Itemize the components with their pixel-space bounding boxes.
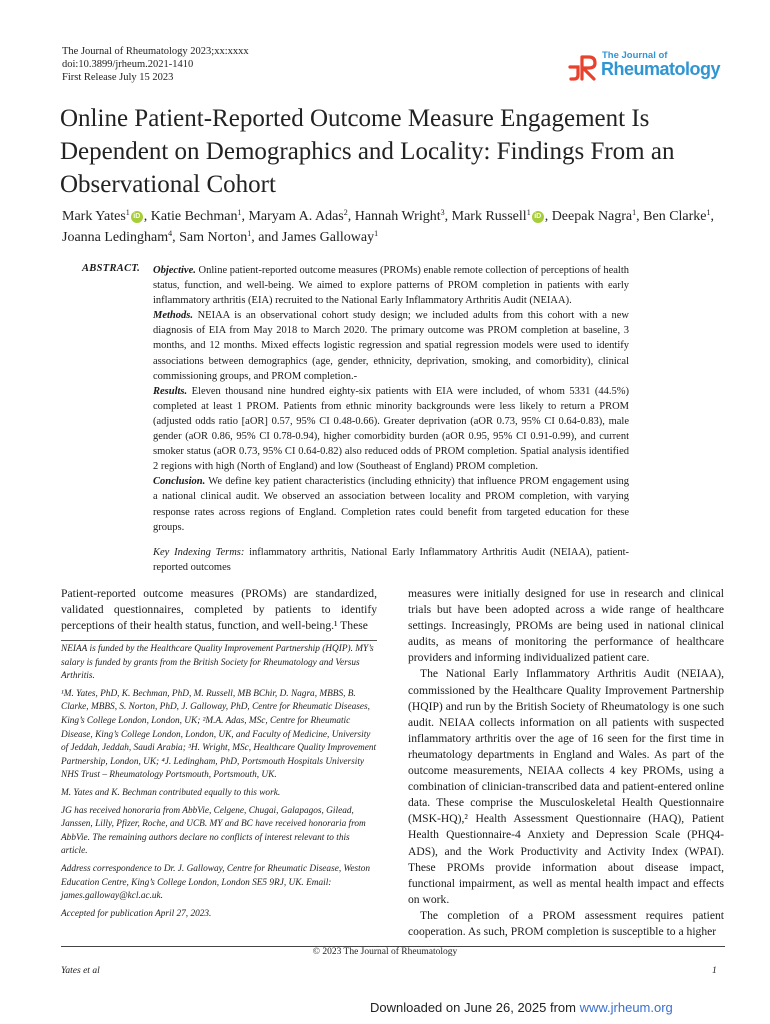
abstract-text: Eleven thousand nine hundred eighty-six patients with EIA were included, of whom 5331 (44.5%) completed at least 1 PROM. Patients from ethnic minority backgrounds were less likely to return a PROM (adjusted odds ratio [aOR] 0.57, 95% CI 0.48-0.66). Greater deprivation (aOR 0.73, 95% CI 0.64-0.83), male gender (aOR 0.86, 95% CI 0.78-0.94), higher comorbidity burden (aOR 0.95, 95% CI 0.91-0.99), and current smoker status (aOR 0.73, 95% CI 0.64-0.82) also reduced odds of PROM completion. Spatial analysis identified 2 regions with high (North of England) and low (Southeast of England) PROM completion.: [153, 385, 629, 473]
logo-big-text: Rheumatology: [601, 59, 721, 79]
page-number: 1: [712, 966, 717, 976]
affiliations-note: ¹M. Yates, PhD, K. Bechman, PhD, M. Russell, MB BChir, D. Nagra, MBBS, B. Clarke, MBBS, S. Norton, PhD, J. Galloway, PhD, Centre for Rheumatic Diseases, King’s College London, London, UK; ²M.A. Adas, MSc, Centre for Rheumatic Disease, King’s College London, London, UK, and Faculty of Medicine, University of Jeddah, Jeddah, Saudi Arabia; ³H. Wright, MSc, Healthcare Quality Improvement Partnership, London, UK; ⁴J. Ledingham, PhD, Portsmouth Hospitals University NHS Trust – Rheumatology Portsmouth, Portsmouth, UK.: [61, 688, 377, 781]
abstract-objective: [153, 263, 629, 308]
download-text: Downloaded on June 26, 2025 from: [370, 1000, 580, 1015]
author-name: Ben Clarke: [643, 209, 707, 224]
body-paragraph: The completion of a PROM assessment requires patient cooperation. As such, PROM completion is susceptible to a higher: [408, 908, 724, 938]
release-date: First Release July 15 2023: [62, 72, 174, 83]
intro-paragraph: Patient-reported outcome measures (PROMs) are standardized, validated questionnaires, completed by patients to identify perceptions of their health status, function, and well-being.¹ These: [61, 587, 377, 633]
abstract-text: NEIAA is an observational cohort study design; we included adults from this cohort with a new diagnosis of EIA from May 2018 to March 2020. The primary outcome was PROM completion at baseline, 3 months, and 12 months. Mixed effects logistic regression and spatial regression models were used to identify associations between demographics (age, gender, ethnicity, deprivation, smoking, and comorbidity), clinical commissioning groups, and PROM completion.-: [153, 310, 629, 382]
journal-citation: [62, 45, 249, 84]
key-indexing-terms: [153, 545, 629, 575]
abstract-heading: Results.: [153, 385, 188, 397]
author-affiliation: 4: [168, 229, 173, 238]
abstract-text: We define key patient characteristics (including ethnicity) that influence PROM engagement using a national clinical audit. We observed an association between locality and PROM completion, with varying response rates across regions of England. Completion rates could benefit from targeted education for these groups.: [153, 476, 629, 533]
author-affiliation: 1: [526, 208, 531, 217]
author-affiliation: 1: [125, 208, 130, 217]
accepted-note: Accepted for publication April 27, 2023.: [61, 908, 212, 919]
author-name: James Galloway: [281, 230, 375, 245]
correspondence-note: Address correspondence to Dr. J. Galloway, Centre for Rheumatic Disease, Weston Education Centre, King’s College London, London SE5 9RJ, UK. Email: james.galloway@kcl.ac.uk.: [61, 863, 370, 902]
orcid-icon[interactable]: iD: [131, 211, 143, 223]
author-affiliation: 2: [343, 208, 348, 217]
abstract-results: [153, 384, 629, 475]
abstract-methods: [153, 308, 629, 383]
author-name: Hannah Wright: [354, 209, 441, 224]
author-name: Deepak Nagra: [551, 209, 633, 224]
journal-line: The Journal of Rheumatology 2023;xx:xxxx: [62, 46, 249, 57]
author-list: Mark Yates$^1$ iD , Katie Bechman$^1$, Maryam A. Adas$^2$, Hannah Wright$^3$, Mark Russell$^1$ iD , Deepak Nagra$^1$, Ben Clarke$^1$, Joanna Ledingham$^4$, Sam Norton$^1$, and James Galloway$^1$: [62, 208, 715, 245]
key-terms-text: inflammatory arthritis, National Early Inflammatory Arthritis Audit (NEIAA), patient-reported outcomes: [153, 547, 629, 573]
download-notice: [370, 1000, 673, 1015]
body-right-column: [408, 586, 724, 940]
conflicts-note: JG has received honoraria from AbbVie, Celgene, Chugai, Galapagos, Gilead, Janssen, Lilly, Pfizer, Roche, and UCB. MY and BC have received honoraria from AbbVie. The remaining authors declare no conflicts of interest relevant to this article.: [61, 805, 366, 857]
funding-note: NEIAA is funded by the Healthcare Quality Improvement Partnership (HQIP). MY’s salary is funded by grants from the British Society for Rheumatology and Versus Arthritis.: [61, 644, 374, 682]
author-affiliation: 1: [237, 208, 242, 217]
author-affiliation: 1: [706, 208, 711, 217]
download-link[interactable]: www.jrheum.org: [579, 1000, 673, 1015]
running-author: Yates et al: [61, 966, 100, 976]
journal-logo[interactable]: [568, 47, 721, 83]
abstract-body: [153, 263, 629, 535]
footnotes: [61, 643, 377, 925]
body-paragraph: measures were initially designed for use in research and clinical trials but have been adopted across a wide range of healthcare settings. Increasingly, PROMs are being used in national clinical audits, as means of monitoring the performance of healthcare providers and informing individualized patient care.: [408, 587, 724, 665]
author-name: Mark Russell: [451, 209, 527, 224]
author-affiliation: 1: [247, 229, 252, 238]
author-name: Katie Bechman: [150, 209, 238, 224]
orcid-icon[interactable]: iD: [532, 211, 544, 223]
article-title: Online Patient-Reported Outcome Measure Engagement Is Dependent on Demographics and Locality: Findings From an Observational Cohort: [60, 105, 675, 198]
abstract-text: Online patient-reported outcome measures (PROMs) enable remote collection of perceptions of health status, function, and well-being. We aimed to explore patterns of PROM completion in patients with early inflammatory arthritis (EIA) recruited to the National Early Inflammatory Arthritis Audit (NEIAA).: [153, 265, 629, 307]
author-name: Joanna Ledingham: [62, 230, 169, 245]
abstract-heading: Objective.: [153, 265, 196, 276]
author-affiliation: 3: [440, 208, 445, 217]
abstract-conclusion: [153, 474, 629, 534]
author-name: Mark Yates: [62, 209, 126, 224]
body-paragraph: The National Early Inflammatory Arthritis Audit (NEIAA), commissioned by the Healthcare Quality Improvement Partnership (HQIP) and run by the British Society of Rheumatology is one such audit. NEIAA collects information on all patients with suspected inflammatory arthritis over the age of 16 seen for the first time in rheumatology departments in England and Wales. As part of the outcome measurements, NEIAA collects 4 key PROMs, using a combination of clinician-transcribed data and patient-entered online data. These comprise the Musculoskeletal Health Questionnaire (MSK-HQ),² Health Assessment Questionnaire (HAQ), Patient Health Questionnaire-4 Anxiety and Depression Scale (PHQ4-ADS), and the Work Productivity and Activity Index (WPAI). These PROMs provide information about disease impact, functional impairment, as well as mental health impact and effects on work.: [408, 667, 724, 906]
author-name: Sam Norton: [179, 230, 248, 245]
jr-logo-icon: [568, 53, 598, 81]
abstract-heading: Conclusion.: [153, 476, 206, 488]
copyright: © 2023 The Journal of Rheumatology: [312, 947, 458, 957]
abstract-label: ABSTRACT.: [82, 263, 141, 274]
doi: doi:10.3899/jrheum.2021-1410: [62, 59, 194, 70]
logo-small-text: The Journal of: [602, 50, 668, 61]
key-terms-label: Key Indexing Terms:: [153, 547, 245, 558]
author-affiliation: 1: [374, 229, 379, 238]
footnote-divider: [61, 640, 377, 641]
body-left-column: [61, 586, 377, 634]
author-name: Maryam A. Adas: [248, 209, 344, 224]
author-affiliation: 1: [632, 208, 637, 217]
abstract-heading: Methods.: [153, 310, 193, 322]
contribution-note: M. Yates and K. Bechman contributed equally to this work.: [61, 787, 281, 798]
